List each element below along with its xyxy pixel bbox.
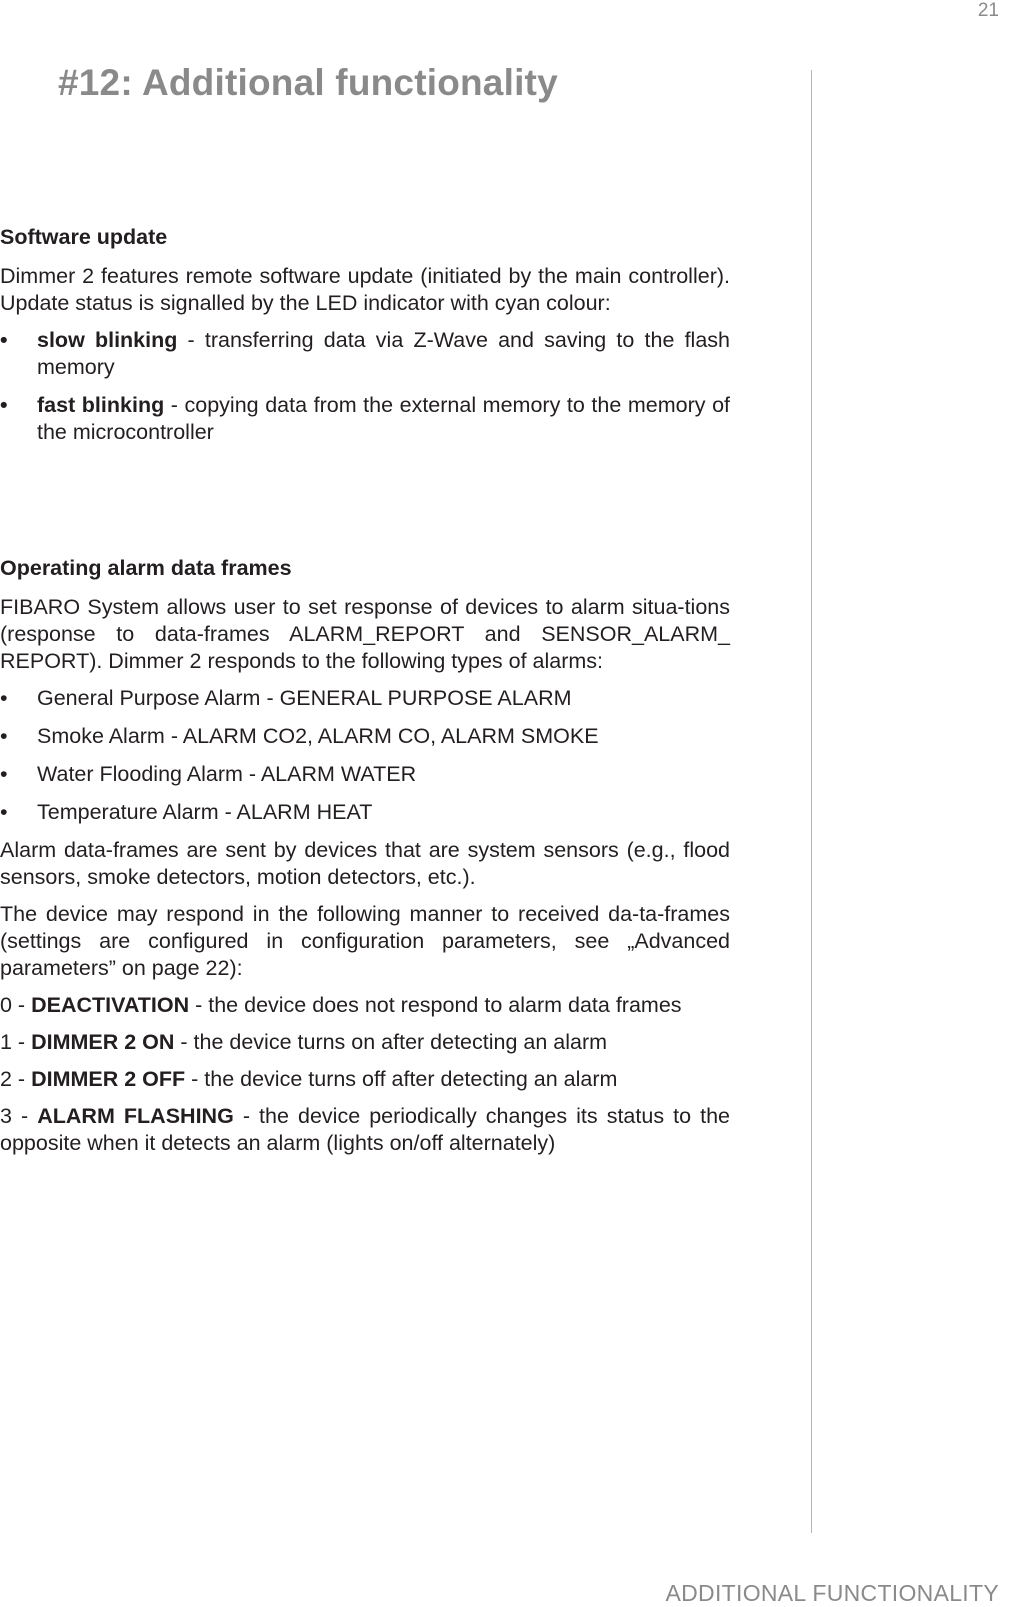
response-mode xyxy=(0,1029,730,1056)
alarm-frames-heading: Operating alarm data frames xyxy=(0,556,292,580)
bullet-icon: • xyxy=(0,800,8,824)
mode-name: DIMMER 2 OFF xyxy=(31,1067,186,1091)
list-item-text: Water Flooding Alarm - ALARM WATER xyxy=(37,762,417,786)
led-status-list xyxy=(0,327,730,446)
mode-description: - the device does not respond to alarm data frames xyxy=(189,993,682,1017)
vertical-divider xyxy=(811,70,812,1533)
list-item-text: - copying data from the external memory to the memory of the microcontroller xyxy=(37,393,730,444)
alarm-frames-section xyxy=(0,555,730,1167)
senders-note: Alarm data-frames are sent by devices that are system sensors (e.g., flood sensors, smoke detectors, motion detectors, etc.). xyxy=(0,838,730,889)
list-item-text: Temperature Alarm - ALARM HEAT xyxy=(37,800,373,824)
list-item xyxy=(0,799,730,826)
response-intro: The device may respond in the following manner to received da-ta-frames (settings are configured in configuration parameters, see „Advanced parameters” on page 22): xyxy=(0,902,730,980)
mode-number: 0 - xyxy=(0,993,32,1017)
list-item xyxy=(0,685,730,712)
alarm-types-list xyxy=(0,685,730,826)
response-mode xyxy=(0,992,730,1019)
bullet-icon: • xyxy=(0,686,8,710)
response-mode xyxy=(0,1066,730,1093)
chapter-title: #12: Additional functionality xyxy=(58,62,558,103)
software-update-heading: Software update xyxy=(0,225,168,249)
mode-number: 1 - xyxy=(0,1030,32,1054)
bullet-icon: • xyxy=(0,393,8,417)
list-item-text: General Purpose Alarm - GENERAL PURPOSE ALARM xyxy=(37,686,572,710)
list-item xyxy=(0,761,730,788)
mode-number: 3 - xyxy=(0,1104,38,1128)
list-item-text: - transferring data via Z-Wave and saving to the flash memory xyxy=(37,328,731,379)
list-item-term: fast blinking xyxy=(37,393,165,417)
mode-name: ALARM FLASHING xyxy=(37,1104,234,1128)
bullet-icon: • xyxy=(0,724,8,748)
mode-name: DIMMER 2 ON xyxy=(31,1030,175,1054)
software-update-section xyxy=(0,224,730,457)
section-footer-label: ADDITIONAL FUNCTIONALITY xyxy=(665,1580,999,1606)
software-update-intro: Dimmer 2 features remote software update (initiated by the main controller). Update status is signalled by the LED indicator with cyan colour: xyxy=(0,264,730,315)
list-item-term: slow blinking xyxy=(37,328,178,352)
bullet-icon: • xyxy=(0,762,8,786)
list-item xyxy=(0,327,730,381)
bullet-icon: • xyxy=(0,328,8,352)
list-item-text: Smoke Alarm - ALARM CO2, ALARM CO, ALARM SMOKE xyxy=(37,724,599,748)
mode-description: - the device periodically changes its status to the opposite when it detects an alarm (lights on/off alternately) xyxy=(0,1104,730,1155)
mode-description: - the device turns on after detecting an alarm xyxy=(174,1030,608,1054)
alarm-frames-intro: FIBARO System allows user to set response of devices to alarm situa-tions (response to data-frames ALARM_REPORT and SENSOR_ALARM_ REPORT). Dimmer 2 responds to the following types of alarms: xyxy=(0,595,730,673)
list-item xyxy=(0,723,730,750)
page-number: 21 xyxy=(977,0,999,21)
response-mode xyxy=(0,1103,730,1157)
mode-number: 2 - xyxy=(0,1067,32,1091)
list-item xyxy=(0,392,730,446)
mode-name: DEACTIVATION xyxy=(31,993,190,1017)
mode-description: - the device turns off after detecting an alarm xyxy=(185,1067,618,1091)
